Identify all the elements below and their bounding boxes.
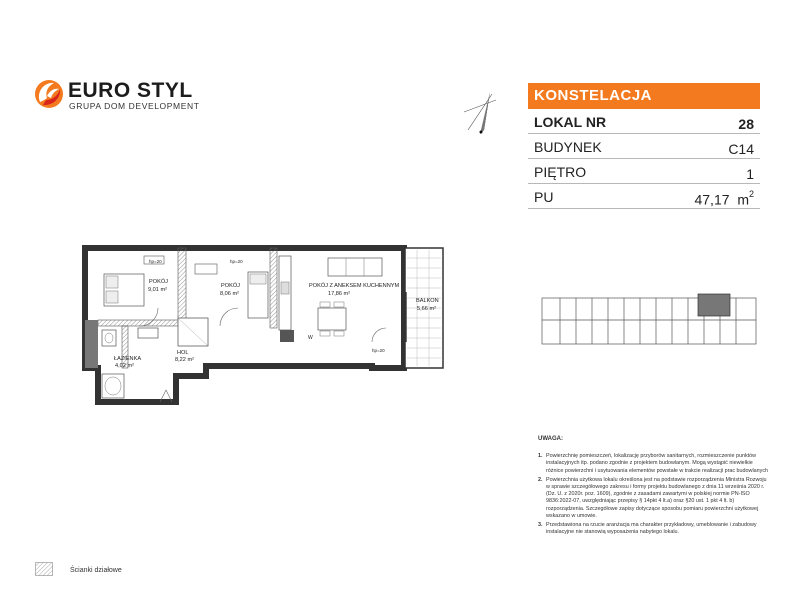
area-unit-sup: 2 xyxy=(748,189,754,199)
room-hall-label: HOL xyxy=(177,350,189,356)
building-label: BUDYNEK xyxy=(534,139,602,155)
room-living-kitchen-area: 17,86 m² xyxy=(328,291,351,297)
floor-plan xyxy=(80,232,456,412)
note-text-3: Przedstawiona na rzucie aranżacja ma charakter przykładowy, umeblowanie i zabudowy instalacyjne nie stanowią wyposażenia nabytego lokalu. xyxy=(546,522,757,536)
room-bathroom-area: 4,02 m² xyxy=(115,363,134,369)
euro-styl-logo-icon xyxy=(34,78,64,110)
room-bedroom-2-label: POKÓJ xyxy=(221,283,240,289)
brand-tagline: GRUPA DOM DEVELOPMENT xyxy=(69,101,200,111)
partition-wall-legend-icon xyxy=(35,562,53,576)
room-bathroom-label: ŁAZIENKA xyxy=(114,356,142,362)
window-height-tag-1: hp=20 xyxy=(149,259,162,264)
notes-section xyxy=(538,436,770,538)
room-bedroom-1-area: 9,01 m² xyxy=(148,287,167,293)
area-value: 47,17 xyxy=(694,191,730,208)
room-bedroom-2-area: 8,06 m² xyxy=(220,291,239,297)
project-title: KONSTELACJA xyxy=(528,83,760,109)
note-item: 2. Powierzchnia użytkowa lokalu określona jest na podstawie rozporządzenia Ministra Rozwoju w sprawie szczegółowego zakresu i formy projektu budowlanego z dnia 11 września 2020 r. (Dz. U. z 2020r. poz. 1609), zgodnie z zasadami zawartymi w polskiej normie PN-ISO 9836:2022-07, uwzględniając przepisy § 14pkt 4 lt.a) oraz §20 ust. 1 pkt 4 lt. b) rozporządzenia. Szczegółowe zapisy dotyczące sposobu pomiaru powierzchni użytkowej wskazano w umowie. xyxy=(538,476,767,519)
room-balcony-label: BALKON xyxy=(416,298,439,304)
room-living-kitchen-label: POKÓJ Z ANEKSEM KUCHENNYM xyxy=(309,283,400,289)
unit-number-value: 28 xyxy=(738,116,754,132)
note-item: 3. Przedstawiona na rzucie aranżacja ma charakter przykładowy, umeblowanie i zabudowy instalacyjne nie stanowią wyposażenia nabytego lokalu. xyxy=(538,522,757,536)
north-arrow-icon xyxy=(460,90,500,146)
floor-row xyxy=(528,159,760,184)
unit-number-row xyxy=(528,109,760,134)
unit-info-table xyxy=(528,83,760,209)
unit-number-label: LOKAL NR xyxy=(534,114,607,130)
area-value-group xyxy=(694,191,754,208)
note-item: 1. Powierzchnię pomieszczeń, lokalizację przyborów sanitarnych, rozmieszczenie punktów instalacyjnych itp. podano zgodnie z projektem budowlanym. Mogą wystąpić niewielkie różnice powierzchni i usytuowania elementów powstałe w trakcie realizacji prac budowlanych xyxy=(538,453,769,474)
area-label: PU xyxy=(534,189,554,205)
area-row xyxy=(528,184,760,209)
notes-title: UWAGA: xyxy=(538,436,563,442)
area-unit: m xyxy=(737,191,749,208)
floor-plan-drawing xyxy=(80,232,456,412)
window-height-tag-2: hp=20 xyxy=(230,259,243,264)
legend-label: Ścianki działowe xyxy=(70,567,122,574)
note-text-1: Powierzchnię pomieszczeń, lokalizację przyborów sanitarnych, rozmieszczenie punktów instalacyjnych itp. podano zgodnie z projektem budowlanym. Mogą wystąpić niewielkie różnice powierzchni i usytuowania elementów powstałe w trakcie realizacji prac budowlanych xyxy=(546,453,769,474)
room-hall-area: 8,22 m² xyxy=(175,357,194,363)
room-bedroom-1-label: POKÓJ xyxy=(149,279,168,285)
vent-tag: W xyxy=(308,335,313,341)
building-value: C14 xyxy=(728,141,754,157)
window-height-tag-3: hp=20 xyxy=(372,348,385,353)
brand-name: EURO STYL xyxy=(68,79,193,102)
room-balcony-area: 5,66 m² xyxy=(417,306,436,312)
floor-label: PIĘTRO xyxy=(534,164,587,180)
floor-value: 1 xyxy=(746,166,754,182)
note-text-2: Powierzchnia użytkowa lokalu określona jest na podstawie rozporządzenia Ministra Rozwoju w sprawie szczegółowego zakresu i formy projektu budowlanego z dnia 11 września 2020 r. (Dz. U. z 2020r. poz. 1609), zgodnie z zasadami zawartymi w polskiej normie PN-ISO 9836:2022-07, uwzględniając przepisy § 14pkt 4 lt.a) oraz §20 ust. 1 pkt 4 lt. b) rozporządzenia. Szczegółowe zapisy dotyczące sposobu pomiaru powierzchni użytkowej wskazano w umowie. xyxy=(546,476,767,519)
building-row xyxy=(528,134,760,159)
building-key-plan xyxy=(540,290,758,354)
